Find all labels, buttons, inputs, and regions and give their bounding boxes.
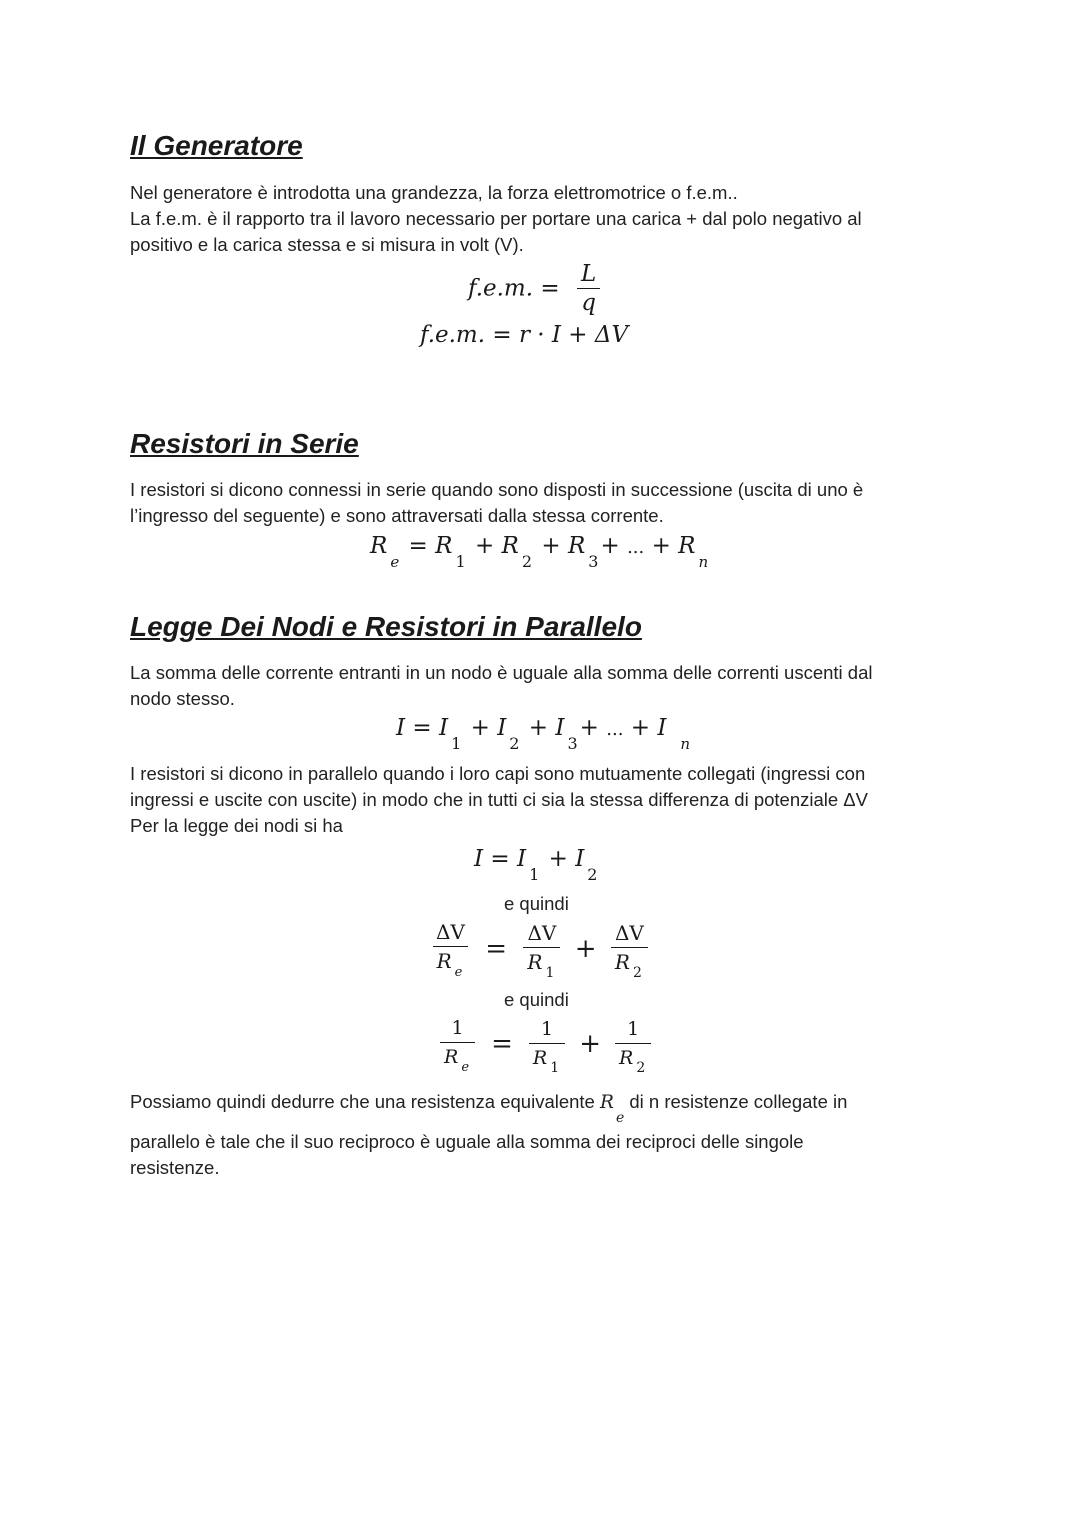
symbol-i: I xyxy=(396,715,406,741)
subscript: 1 xyxy=(451,734,462,753)
text-line: parallelo è tale che il suo reciproco è uguale alla somma dei reciproci delle singole xyxy=(130,1131,804,1152)
symbol-i: I xyxy=(517,846,527,872)
ellipsis: ... xyxy=(606,719,624,740)
symbol-r: R xyxy=(678,533,696,559)
text-line: positivo e la carica stessa e si misura in volt (V). xyxy=(130,234,524,255)
plus-sign: + xyxy=(528,715,549,741)
plus-sign: + xyxy=(579,1029,601,1059)
fraction-dv-r1 xyxy=(523,920,560,981)
subscript: 2 xyxy=(636,1059,646,1076)
fraction-1-re xyxy=(440,1016,475,1075)
plus-sign: + xyxy=(630,715,651,741)
symbol-r: R xyxy=(444,1046,459,1068)
symbol-r: R xyxy=(435,533,453,559)
subscript: e xyxy=(615,1110,625,1126)
text-line: La f.e.m. è il rapporto tra il lavoro necessario per portare una carica + dal polo negativo al xyxy=(130,208,862,229)
subscript: 3 xyxy=(567,734,578,753)
numerator: 1 xyxy=(451,1017,464,1039)
text-line: resistenze. xyxy=(130,1157,220,1178)
formula-i-sum xyxy=(474,846,599,884)
text-line: nodo stesso. xyxy=(130,688,235,709)
symbol-r: R xyxy=(567,533,586,559)
denominator xyxy=(529,1043,565,1076)
denominator: q xyxy=(577,288,600,315)
symbol-i: I xyxy=(439,715,449,741)
denominator xyxy=(615,1043,651,1076)
formula-dv xyxy=(432,920,648,981)
plus-sign: + xyxy=(600,533,620,559)
text-fragment: di n resistenze collegate in xyxy=(629,1091,848,1112)
fraction-dv-r2 xyxy=(611,920,648,981)
text-e-quindi: e quindi xyxy=(504,989,569,1010)
ellipsis: ... xyxy=(627,537,645,558)
numerator: 1 xyxy=(627,1017,640,1040)
text-line: Nel generatore è introdotta una grandezza, la forza elettromotrice o f.e.m.. xyxy=(130,182,738,203)
symbol-r: R xyxy=(600,1092,614,1113)
equals-sign: = xyxy=(491,1029,513,1059)
subscript: 1 xyxy=(545,964,555,981)
text-fragment: Possiamo quindi dedurre che una resistenza equivalente xyxy=(130,1091,595,1112)
symbol-i: I xyxy=(555,715,565,741)
numerator: ΔV xyxy=(614,920,644,945)
symbol-i: I xyxy=(474,846,484,872)
plus-sign: + xyxy=(651,533,671,559)
paragraph-serie xyxy=(130,477,950,529)
plus-sign: + xyxy=(548,846,568,872)
subscript: e xyxy=(461,1060,470,1075)
denominator xyxy=(440,1042,475,1075)
formula-lhs: f.e.m. = xyxy=(468,275,560,302)
subscript: e xyxy=(390,553,400,571)
denominator xyxy=(523,947,560,981)
subscript: n xyxy=(698,553,709,571)
symbol-i: I xyxy=(497,715,507,741)
numerator: ΔV xyxy=(436,920,465,944)
equals-sign: = xyxy=(412,715,432,741)
numerator: L xyxy=(580,261,597,287)
plus-sign: + xyxy=(579,715,599,741)
paragraph-generatore xyxy=(130,180,950,258)
symbol-r: R xyxy=(614,949,630,974)
formula-serie xyxy=(370,533,710,571)
symbol-re xyxy=(600,1092,625,1126)
fraction-1-r1 xyxy=(529,1017,565,1076)
text-line: I resistori si dicono in parallelo quando i loro capi sono mutuamente collegati (ingressi con xyxy=(130,763,866,784)
symbol-i: I xyxy=(657,715,667,741)
subscript: 2 xyxy=(632,964,642,981)
symbol-r: R xyxy=(532,1046,548,1069)
numerator: 1 xyxy=(540,1017,554,1040)
symbol-r: R xyxy=(619,1046,634,1069)
subscript: 1 xyxy=(455,552,466,571)
symbol-r: R xyxy=(501,533,519,559)
heading-parallelo: Legge Dei Nodi e Resistori in Parallelo xyxy=(130,611,642,642)
text-line: l’ingresso del seguente) e sono attraversati dalla stessa corrente. xyxy=(130,505,664,526)
formula-nodi xyxy=(396,715,692,753)
subscript: 1 xyxy=(550,1059,560,1076)
text-line: I resistori si dicono connessi in serie quando sono disposti in successione (uscita di uno è xyxy=(130,479,864,500)
heading-generatore: Il Generatore xyxy=(130,130,303,161)
subscript: 2 xyxy=(587,865,598,884)
fraction-1-r2 xyxy=(615,1017,651,1076)
symbol-r: R xyxy=(527,949,543,974)
plus-sign: + xyxy=(470,715,490,741)
fraction-dv-re xyxy=(432,920,469,980)
formula-fem-ri: f.e.m. = r · I + ΔV xyxy=(420,322,629,348)
denominator xyxy=(611,947,648,981)
subscript: 2 xyxy=(509,734,520,753)
subscript: n xyxy=(680,735,691,753)
fraction-l-over-q xyxy=(577,262,600,315)
plus-sign: + xyxy=(541,533,561,559)
subscript: 1 xyxy=(529,865,540,884)
formula-fem-lq xyxy=(468,262,600,315)
symbol-i: I xyxy=(575,846,585,872)
equals-sign: = xyxy=(408,533,428,559)
paragraph-nodi xyxy=(130,660,950,712)
paragraph-parallelo xyxy=(130,761,950,839)
subscript: e xyxy=(454,965,463,980)
formula-reciprocal xyxy=(440,1016,651,1076)
subscript: 3 xyxy=(588,552,599,571)
text-line: Per la legge dei nodi si ha xyxy=(130,815,343,836)
text-line: La somma delle corrente entranti in un nodo è uguale alla somma delle correnti uscenti dal xyxy=(130,662,873,683)
text-line xyxy=(130,1089,950,1126)
symbol-r: R xyxy=(370,533,388,559)
paragraph-conclusion xyxy=(130,1089,950,1181)
denominator xyxy=(433,946,469,980)
heading-serie: Resistori in Serie xyxy=(130,428,359,459)
subscript: 2 xyxy=(521,552,533,571)
text-e-quindi: e quindi xyxy=(504,893,569,914)
numerator: ΔV xyxy=(527,920,557,945)
plus-sign: + xyxy=(474,533,495,559)
equals-sign: = xyxy=(490,846,510,872)
plus-sign: + xyxy=(574,933,597,964)
equals-sign: = xyxy=(485,933,508,964)
symbol-r: R xyxy=(436,949,452,973)
text-line: ingressi e uscite con uscite) in modo che in tutti ci sia la stessa differenza di potenziale ΔV xyxy=(130,789,869,810)
